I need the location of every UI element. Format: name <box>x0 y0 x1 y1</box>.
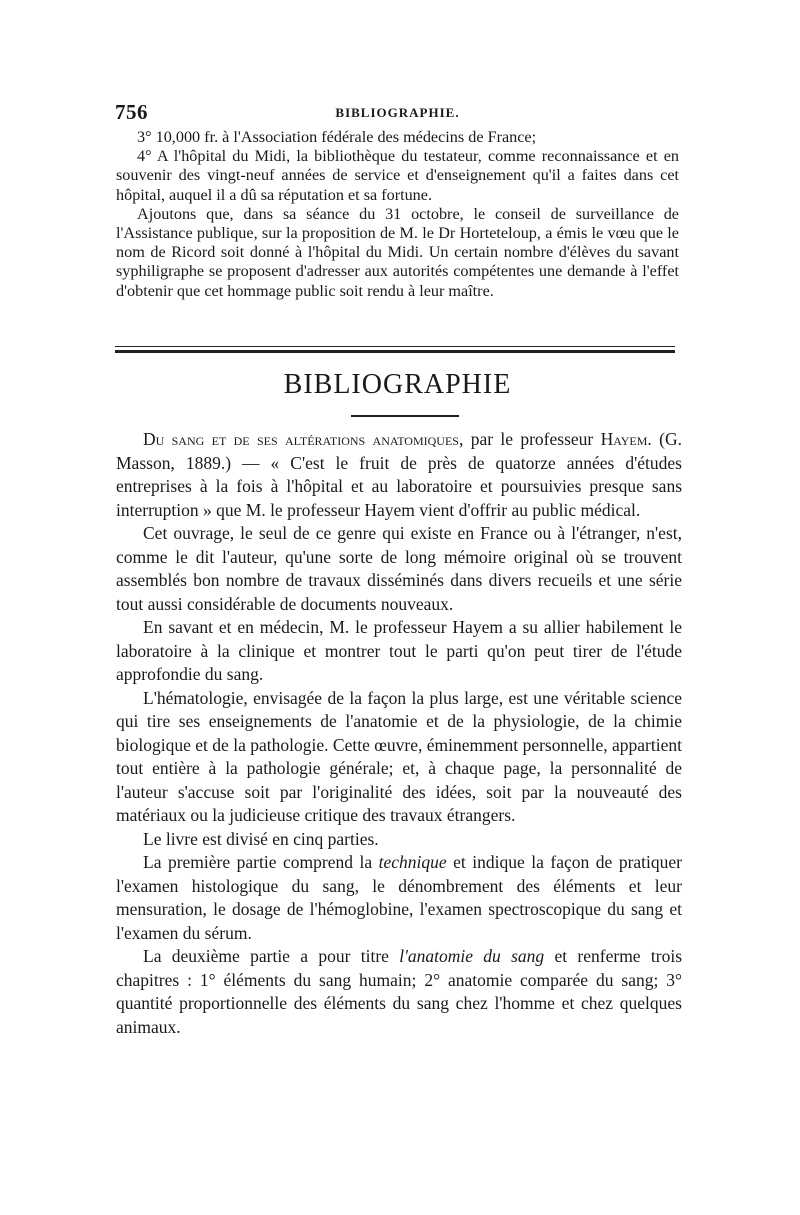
paragraph: 4° A l'hôpital du Midi, la bibliothèque du testateur, comme reconnaissance et en souvenir des vingt-neuf années de service et d'enseignement qu'il a faites dans cet hôpital, auquel il a dû sa réputation et sa fortune. <box>116 147 679 204</box>
page-number: 756 <box>115 100 148 124</box>
text-run: et indique la façon de pratiquer l'examen histologique du sang, le dénombrement des éléments et leur mensuration, le dosage de l'hémoglobine, l'examen spectroscopique du sang et l'examen du sérum. <box>116 852 682 943</box>
paragraph: En savant et en médecin, M. le professeur Hayem a su allier habilement le laboratoire à la clinique et montrer tout le parti qu'on peut tirer de l'étude approfondie du sang. <box>116 617 682 684</box>
paragraph: Ajoutons que, dans sa séance du 31 octobre, le conseil de surveillance de l'Assistance publique, sur la proposition de M. le Dr Horteteloup, a émis le vœu que le nom de Ricord soit donné à l'hôpital du Midi. Un certain nombre d'élèves du savant syphiligraphe se proposent d'adresser aux autorités compétentes une demande à l'effet d'obtenir que cet hommage public soit rendu à leur maître. <box>116 204 679 300</box>
divider-thin-rule <box>115 346 675 347</box>
previous-section-text <box>116 128 679 301</box>
paragraph: Cet ouvrage, le seul de ce genre qui existe en France ou à l'étranger, n'est, comme le dit l'auteur, qu'une sorte de long mémoire original où se trouvent assemblés bon nombre de travaux disséminés dans divers recueils et une série tout aussi considérable de documents nouveaux. <box>116 523 682 614</box>
text-run: La première partie comprend la <box>143 852 379 872</box>
heading-rest: (G. Masson, 1889.) — « C'est le fruit de près de quatorze années d'études entreprises à la fois à l'hôpital et au laboratoire et poursuivies presque sans interruption » que M. le professeur Hayem vient d'offrir au public médical. <box>116 429 682 520</box>
italic-term: technique <box>378 852 447 872</box>
divider-thick-rule <box>115 350 675 353</box>
title-underline-rule <box>351 415 459 417</box>
heading-connector: par le professeur <box>463 429 601 449</box>
review-heading-paragraph <box>116 428 682 522</box>
review-text <box>116 428 682 1039</box>
running-title: BIBLIOGRAPHIE. <box>335 105 460 120</box>
section-divider <box>115 346 675 353</box>
italic-term: l'anatomie du sang <box>399 946 545 966</box>
paragraph <box>116 945 682 1039</box>
text-run: La deuxième partie a pour titre <box>143 946 400 966</box>
book-author: Hayem. <box>600 429 652 449</box>
paragraph: 3° 10,000 fr. à l'Association fédérale des médecins de France; <box>137 128 537 146</box>
paragraph <box>116 851 682 945</box>
book-title: Du sang et de ses altérations anatomiques, <box>143 429 464 449</box>
running-header <box>115 100 680 124</box>
text-run: et renferme trois chapitres : 1° éléments du sang humain; 2° anatomie comparée du sang; 3° quantité proportionnelle des éléments du sang chez l'homme et chez quelques animaux. <box>116 946 683 1037</box>
paragraph: Le livre est divisé en cinq parties. <box>143 828 379 849</box>
paragraph: L'hématologie, envisagée de la façon la plus large, est une véritable science qui tire ses enseignements de l'anatomie et de la physiologie, de la chimie biologique et de la pathologie. Cette œuvre, éminemment personnelle, appartient tout entière à la pathologie générale; et, à chaque page, la personnalité de l'auteur s'accuse soit par l'originalité des idées, soit par la nouveauté des matériaux ou la judicieuse critique des travaux étrangers. <box>116 687 682 825</box>
section-title: BIBLIOGRAPHIE <box>283 369 512 400</box>
